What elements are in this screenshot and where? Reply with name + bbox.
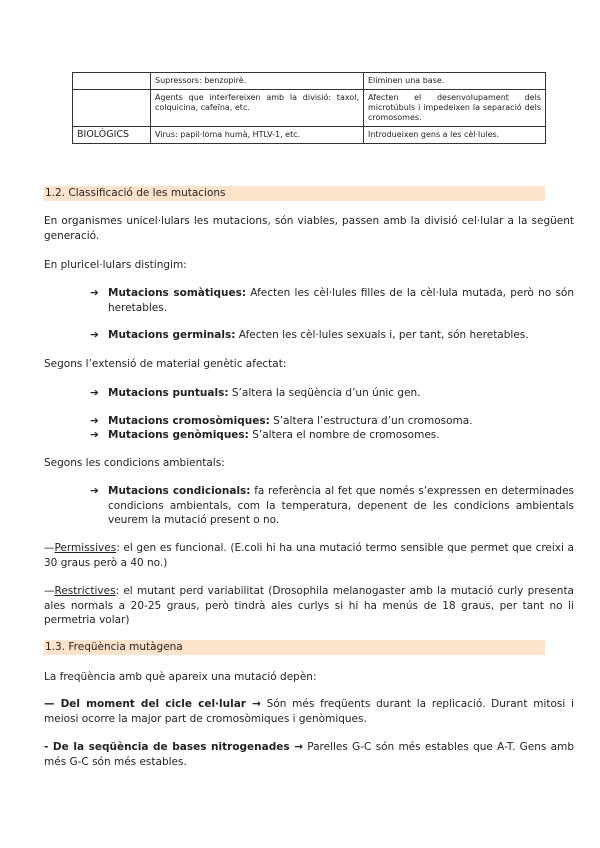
definition: S’altera l’estructura d’un cromosoma. bbox=[269, 415, 473, 427]
list-item bbox=[90, 428, 574, 443]
paragraph bbox=[44, 740, 574, 769]
paragraph: La freqüència amb què apareix una mutació depèn: bbox=[44, 671, 317, 683]
list-item bbox=[90, 386, 574, 401]
table-cell: Introdueixen gens a les cèl·lules. bbox=[364, 127, 546, 144]
list-item bbox=[90, 328, 574, 343]
definition: Són més freqüents durant la replicació. Durant mitosi i meiosi ocorre la major part de cromosòmiques i genòmiques. bbox=[44, 698, 574, 725]
list-item bbox=[90, 484, 574, 528]
table-row bbox=[73, 127, 546, 144]
definition: S’altera el nombre de cromosomes. bbox=[248, 429, 440, 441]
definition: : el gen es funcional. (E.coli hi ha una mutació termo sensible que permet que creixi a 30 graus però a 40 no.) bbox=[44, 542, 574, 569]
arrow-icon: ➔ bbox=[90, 429, 99, 441]
dash: — bbox=[44, 585, 55, 597]
dash: — bbox=[44, 542, 55, 554]
arrow-icon: ➔ bbox=[90, 485, 99, 497]
table-cell: Eliminen una base. bbox=[364, 73, 546, 90]
definition: Parelles G-C són més estables que A-T. Gens amb més G-C són més estables. bbox=[44, 741, 574, 768]
table-cell: BIOLÒGICS bbox=[73, 127, 151, 144]
paragraph bbox=[44, 584, 574, 628]
arrow-icon: ➔ bbox=[90, 387, 99, 399]
definition: S’altera la seqüència d’un únic gen. bbox=[228, 387, 421, 399]
term: Mutacions condicionals: bbox=[108, 485, 251, 497]
definition: fa referència al fet que només s’expressen en determinades condicions ambientals, com la temperatura, depenent de les condicions ambientals veurem la mutació present o no. bbox=[108, 485, 575, 526]
table-cell bbox=[73, 90, 151, 127]
table-cell bbox=[73, 73, 151, 90]
arrow-icon: ➔ bbox=[90, 415, 99, 427]
term: Mutacions puntuals: bbox=[108, 387, 229, 399]
definition: Afecten les cèl·lules sexuals i, per tant, són heretables. bbox=[235, 329, 529, 341]
term: Permissives bbox=[54, 542, 117, 554]
term: — Del moment del cicle cel·lular → bbox=[44, 698, 261, 710]
section-heading: 1.3. Freqüència mutàgena bbox=[44, 640, 545, 655]
term: - De la seqüència de bases nitrogenades → bbox=[44, 741, 303, 753]
term: Mutacions germinals: bbox=[108, 329, 236, 341]
paragraph: En organismes unicel·lulars les mutacions, són viables, passen amb la divisió cel·lular a la següent generació. bbox=[44, 215, 574, 242]
arrow-icon: ➔ bbox=[90, 329, 99, 341]
term: Mutacions cromosòmiques: bbox=[108, 415, 270, 427]
table-row bbox=[73, 73, 546, 90]
definition: Afecten les cèl·lules filles de la cèl·lula mutada, però no són heretables. bbox=[108, 287, 574, 314]
paragraph: Segons les condicions ambientals: bbox=[44, 457, 225, 469]
list-item bbox=[90, 286, 574, 315]
mutagens-table bbox=[72, 72, 546, 144]
term: Restrictives bbox=[54, 585, 116, 597]
table-cell: Virus: papil·loma humà, HTLV-1, etc. bbox=[151, 127, 364, 144]
table-row bbox=[73, 90, 546, 127]
paragraph bbox=[44, 541, 574, 570]
paragraph: En pluricel·lulars distingim: bbox=[44, 259, 187, 271]
section-heading: 1.2. Classificació de les mutacions bbox=[44, 186, 545, 201]
table-cell: Afecten el desenvolupament dels microtúbuls i impedeixen la separació dels cromosomes. bbox=[364, 90, 546, 127]
term: Mutacions genòmiques: bbox=[108, 429, 249, 441]
list-item bbox=[90, 414, 574, 429]
definition: : el mutant perd variabilitat (Drosophila melanogaster amb la mutació curly presenta ales normals a 20-25 graus, però tindrà ales curlys si hi ha menús de 18 graus, per tant no li permetria volar) bbox=[44, 585, 574, 626]
paragraph: Segons l’extensió de material genètic afectat: bbox=[44, 358, 287, 370]
term: Mutacions somàtiques: bbox=[108, 287, 247, 299]
arrow-icon: ➔ bbox=[90, 287, 99, 299]
table-cell: Agents que interfereixen amb la divisió: taxol, colquicina, cafeïna, etc. bbox=[151, 90, 364, 127]
table-cell: Supressors: benzopirè. bbox=[151, 73, 364, 90]
paragraph bbox=[44, 697, 574, 726]
